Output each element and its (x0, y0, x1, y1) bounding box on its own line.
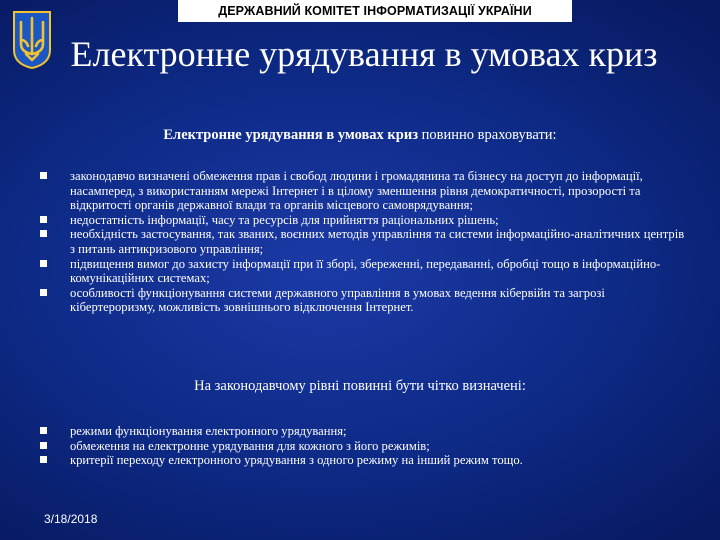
list-item-text: необхідність застосування, так званих, воєнних методів управління та системи інформаційно-аналітичних центрів з питань антикризового управління; (70, 227, 685, 256)
list-item-text: недостатність інформації, часу та ресурсів для прийняття раціональних рішень; (70, 212, 499, 227)
list-item (40, 286, 690, 315)
square-bullet-icon (40, 216, 47, 223)
slide-title: Електронне урядування в умовах криз (70, 34, 658, 74)
slide-date: 3/18/2018 (44, 512, 98, 526)
square-bullet-icon (40, 289, 47, 296)
list-item-text: законодавчо визначені обмеження прав і свобод людини і громадянина та бізнесу на доступ до інформації, насамперед, з використанням мережі Інтернет і в цілому зменшення рівня демократичності, прозорості та відкритості органів державної влади та органів місцевого самоврядування; (70, 169, 643, 213)
square-bullet-icon (40, 427, 47, 434)
list-item (40, 227, 690, 256)
intro-rest: повинно враховувати: (418, 127, 557, 143)
list-item (40, 257, 690, 286)
section-heading: На законодавчому рівні повинні бути чітко визначені: (194, 378, 526, 394)
intro-bold: Електронне урядування в умовах криз (163, 127, 419, 143)
list-item (40, 169, 690, 213)
square-bullet-icon (40, 172, 47, 179)
considerations-list (40, 169, 690, 315)
list-item-text: підвищення вимог до захисту інформації при її зборі, збереженні, передаванні, обробці тощо в інформаційно-комунікаційних системах; (70, 256, 661, 286)
list-item-text: особливості функціонування системи державного управління в умовах ведення кібервійн та загрозі кібертероризму, можливість зовнішнього відключення Інтернет. (70, 285, 605, 315)
list-item (40, 213, 690, 228)
list-item-text: критерії переходу електронного урядування з одного режиму на інший режим тощо. (70, 453, 523, 468)
organization-header (178, 0, 572, 22)
square-bullet-icon (40, 230, 47, 237)
list-item-text: режими функціонування електронного урядування; (70, 424, 347, 438)
square-bullet-icon (40, 456, 47, 463)
intro-paragraph (60, 126, 660, 144)
list-item (40, 439, 690, 454)
legislative-requirements-list (40, 424, 690, 468)
list-item (40, 424, 690, 439)
list-item (40, 453, 690, 468)
list-item-text: обмеження на електронне урядування для кожного з його режимів; (70, 438, 430, 453)
trident-coat-of-arms-icon (12, 10, 52, 70)
square-bullet-icon (40, 260, 47, 267)
organization-name: ДЕРЖАВНИЙ КОМІТЕТ ІНФОРМАТИЗАЦІЇ УКРАЇНИ (218, 4, 532, 18)
square-bullet-icon (40, 442, 47, 449)
